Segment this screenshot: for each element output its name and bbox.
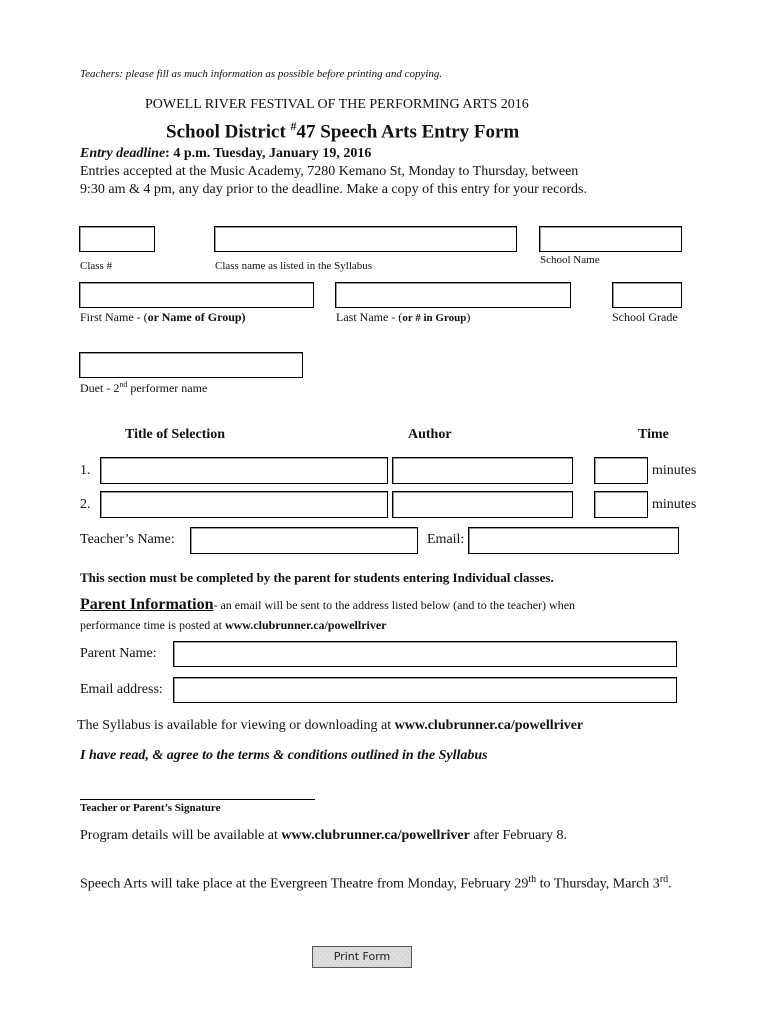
last-name-label-bold: or # in Group [402, 312, 467, 324]
parent-posted-line [80, 618, 387, 633]
school-name-label: School Name [540, 254, 600, 266]
parent-posted-url[interactable]: www.clubrunner.ca/powellriver [224, 618, 387, 632]
selection-unit-1: minutes [652, 463, 697, 478]
col-author: Author [408, 427, 452, 442]
parent-section-note: This section must be completed by the parent for students entering Individual classes. [80, 570, 554, 585]
program-text: Program details will be available at [80, 828, 282, 843]
teachers-note: Teachers: please fill as much information as possible before printing and copying. [80, 68, 443, 80]
syllabus-url[interactable]: www.clubrunner.ca/powellriver [394, 718, 584, 733]
selection-author-input-2[interactable] [392, 491, 573, 518]
last-name-label-end: ) [466, 310, 471, 324]
festival-name: POWELL RIVER FESTIVAL OF THE PERFORMING ARTS 2016 [145, 97, 529, 112]
class-name-input[interactable] [214, 226, 517, 252]
deadline-label: Entry deadline [80, 146, 166, 161]
col-title-of-selection: Title of Selection [125, 427, 226, 442]
duet-label [80, 380, 207, 396]
duet-label-post: performer name [127, 381, 208, 395]
parent-email-input[interactable] [173, 677, 677, 703]
duet-label-sup: nd [119, 380, 128, 389]
speech-arts-line [80, 874, 672, 893]
title-hash: # [290, 119, 297, 133]
teacher-name-input[interactable] [190, 527, 418, 554]
entries-line-2: 9:30 am & 4 pm, any day prior to the deadline. Make a copy of this entry for your records. [80, 182, 587, 197]
parent-posted-text: performance time is posted at [80, 618, 225, 632]
parent-name-label: Parent Name: [80, 646, 157, 661]
speech-sup-th: th [528, 874, 537, 885]
entries-line-1: Entries accepted at the Music Academy, 7280 Kemano St, Monday to Thursday, between [80, 164, 579, 179]
print-form-button[interactable]: Print Form [312, 946, 412, 968]
first-name-input[interactable] [79, 282, 314, 308]
title-prefix: School District [166, 121, 291, 143]
last-name-label-text: Last Name - ( [336, 310, 403, 324]
speech-text: Speech Arts will take place at the Evergreen Theatre from Monday, February 29 [80, 876, 529, 892]
teacher-email-input[interactable] [468, 527, 679, 554]
first-name-label [80, 310, 246, 325]
program-tail: after February 8. [469, 828, 568, 843]
parent-name-input[interactable] [173, 641, 677, 667]
teacher-email-label: Email: [427, 532, 465, 547]
selection-title-input-1[interactable] [100, 457, 388, 484]
class-number-label: Class # [80, 260, 113, 272]
duet-performer-input[interactable] [79, 352, 303, 378]
selection-number-1: 1. [80, 463, 91, 478]
agree-terms: I have read, & agree to the terms & conditions outlined in the Syllabus [80, 748, 488, 763]
school-name-input[interactable] [539, 226, 682, 252]
first-name-label-bold: or Name of Group) [147, 310, 246, 324]
selection-time-input-2[interactable] [594, 491, 648, 518]
title-suffix: 47 Speech Arts Entry Form [296, 121, 520, 143]
selection-unit-2: minutes [652, 497, 697, 512]
speech-end: . [668, 876, 672, 892]
duet-label-pre: Duet - 2 [80, 381, 120, 395]
parent-info-line [80, 596, 575, 614]
school-grade-label: School Grade [612, 310, 678, 324]
program-line [80, 828, 567, 844]
col-time: Time [638, 427, 669, 442]
school-grade-input[interactable] [612, 282, 682, 308]
program-url[interactable]: www.clubrunner.ca/powellriver [281, 828, 470, 843]
teacher-name-label: Teacher’s Name: [80, 532, 175, 547]
speech-sup-rd: rd [659, 874, 669, 885]
last-name-input[interactable] [335, 282, 571, 308]
selection-time-input-1[interactable] [594, 457, 648, 484]
syllabus-line [77, 718, 583, 734]
selection-number-2: 2. [80, 497, 91, 512]
last-name-label [336, 310, 470, 325]
signature-line [80, 799, 315, 800]
speech-mid: to Thursday, March 3 [536, 876, 660, 892]
page-title [166, 119, 519, 143]
parent-email-label: Email address: [80, 682, 163, 697]
entry-deadline [80, 146, 371, 162]
parent-info-heading-tail: - an email will be sent to the address listed below (and to the teacher) when [213, 598, 576, 612]
syllabus-text: The Syllabus is available for viewing or downloading at [77, 718, 395, 733]
selection-title-input-2[interactable] [100, 491, 388, 518]
deadline-value: : 4 p.m. Tuesday, January 19, 2016 [165, 146, 372, 161]
parent-info-heading: Parent Information [80, 596, 214, 613]
signature-label: Teacher or Parent’s Signature [80, 802, 221, 814]
first-name-label-text: First Name - ( [80, 310, 148, 324]
class-name-label: Class name as listed in the Syllabus [215, 260, 373, 272]
class-number-input[interactable] [79, 226, 155, 252]
selection-author-input-1[interactable] [392, 457, 573, 484]
